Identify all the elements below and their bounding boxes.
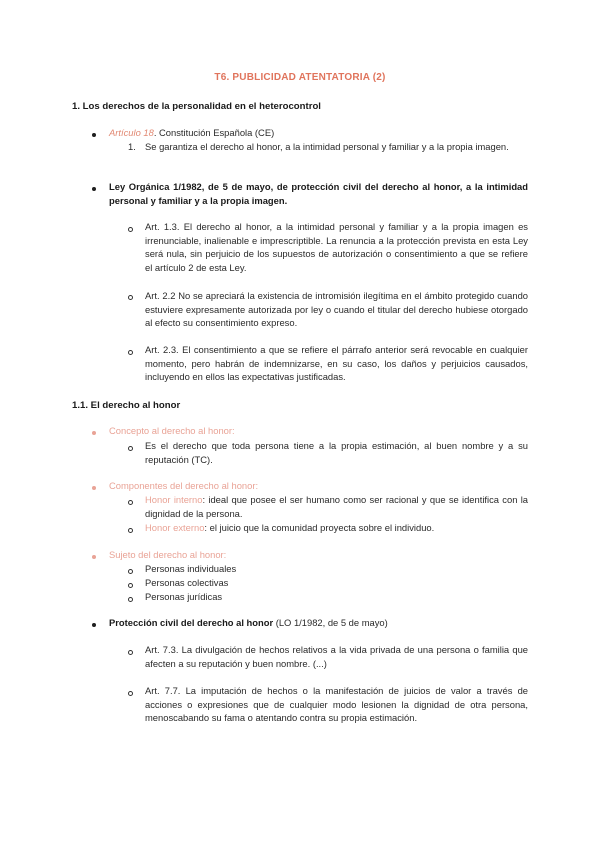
list-item: Personas individuales [145,563,237,574]
honor-interno-label: Honor interno [145,494,203,505]
lo-title: Ley Orgánica 1/1982, de 5 de mayo, de protección civil del derecho al honor, a la intimidad personal y familiar y a la propia imagen. [109,181,528,206]
proteccion-bold: Protección civil del derecho al honor [109,617,274,628]
circle-bullet-icon [128,691,133,696]
art13-text: Art. 1.3. El derecho al honor, a la intimidad personal y familiar y a la propia imagen es irrenunciable, inalienable e imprescriptible. La renuncia a la protección prevista en esta Ley será nula, sin perjuicio de los supuestos de autorización o consentimiento a que se refiere el artículo 2 de esta Ley. [145,221,528,273]
circle-bullet-icon [128,227,133,232]
section-heading-1: 1. Los derechos de la personalidad en el heterocontrol [72,101,321,112]
sujeto-label: Sujeto del derecho al honor: [109,549,227,560]
art18-sub-number: 1. [128,141,136,152]
circle-bullet-icon [128,569,133,574]
componentes-label: Componentes del derecho al honor: [109,480,259,491]
bullet-icon [92,187,96,191]
circle-bullet-icon [128,528,133,533]
bullet-icon [92,486,96,490]
art18-label: Artículo 18 [109,127,154,138]
circle-bullet-icon [128,446,133,451]
honor-externo-text: Honor externo: el juicio que la comunidad proyecta sobre el individuo. [145,522,435,533]
art18-sub-text: Se garantiza el derecho al honor, a la intimidad personal y familiar y a la propia imagen. [145,141,509,152]
honor-externo-label: Honor externo [145,522,205,533]
list-item: Personas jurídicas [145,591,223,602]
concepto-text: Es el derecho que toda persona tiene a la propia estimación, al buen nombre y a su reputación (TC). [145,440,528,465]
bullet-icon [92,623,96,627]
concepto-label: Concepto al derecho al honor: [109,425,235,436]
circle-bullet-icon [128,500,133,505]
art73-text: Art. 7.3. La divulgación de hechos relativos a la vida privada de una persona o familia que afecten a su reputación y buen nombre. (...) [145,644,528,669]
section-heading-1-1: 1.1. El derecho al honor [72,400,181,411]
art23-text: Art. 2.3. El consentimiento a que se refiere el párrafo anterior será revocable en cualquier momento, pero habrán de indemnizarse, en su caso, los daños y perjuicios causados, incluyendo en ellos las expectativas justificadas. [145,344,528,383]
art22-text: Art. 2.2 No se apreciará la existencia de intromisión ilegítima en el ámbito protegido cuando estuviere expresamente autorizada por ley o cuando el titular del derecho hubiese otorgado al efecto su consentimiento expreso. [145,290,528,329]
proteccion-line: Protección civil del derecho al honor (LO 1/1982, de 5 de mayo) [109,617,388,628]
honor-interno-text: Honor interno: ideal que posee el ser humano como ser racional y que se identifica con la dignidad de la persona. [145,494,528,519]
circle-bullet-icon [128,583,133,588]
circle-bullet-icon [128,597,133,602]
art18-rest: . Constitución Española (CE) [153,127,275,138]
bullet-icon [92,133,96,137]
art18-line [109,126,274,140]
circle-bullet-icon [128,295,133,300]
page-title: T6. PUBLICIDAD ATENTATORIA (2) [214,72,386,83]
circle-bullet-icon [128,650,133,655]
art77-text: Art. 7.7. La imputación de hechos o la manifestación de juicios de valor a través de acciones o expresiones que de cualquier modo lesionen la dignidad de otra persona, menoscabando su fama o atentando contra su propia estimación. [145,685,528,724]
bullet-icon [92,431,96,435]
list-item: Personas colectivas [145,577,229,588]
circle-bullet-icon [128,350,133,355]
bullet-icon [92,555,96,559]
